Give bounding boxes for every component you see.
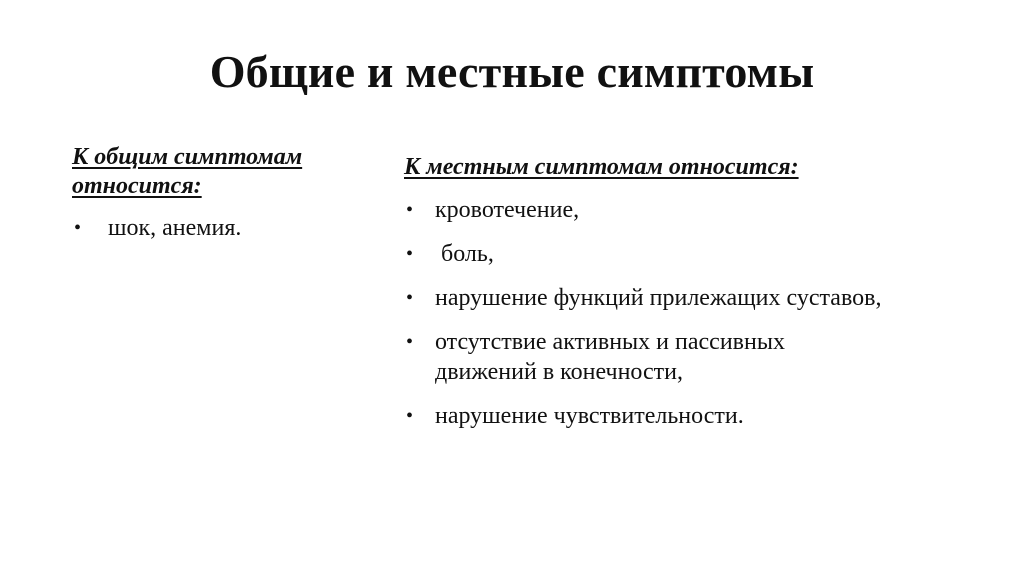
- bullet-icon: •: [406, 199, 414, 221]
- list-item-text: нарушение функций прилежащих суставов,: [435, 285, 882, 311]
- local-symptoms-column: [404, 153, 1014, 445]
- list-item: [404, 327, 875, 387]
- bullet-icon: •: [406, 331, 414, 353]
- bullet-icon: •: [74, 217, 82, 239]
- list-item-text: шок, анемия.: [108, 215, 242, 241]
- list-item: [404, 239, 1014, 269]
- list-item-text: отсутствие активных и пассивных движений в конечности,: [435, 329, 785, 385]
- list-item: [404, 283, 1014, 313]
- bullet-icon: •: [406, 405, 414, 427]
- local-symptoms-list: [404, 195, 1014, 431]
- list-item-text: боль,: [435, 241, 494, 267]
- general-symptoms-heading: К общим симптомам относится:: [72, 144, 303, 199]
- local-symptoms-heading: К местным симптомам относится:: [404, 154, 799, 180]
- list-item: [404, 195, 1014, 225]
- list-item: [72, 213, 362, 243]
- bullet-icon: •: [406, 243, 414, 265]
- list-item-text: кровотечение,: [435, 197, 580, 223]
- general-symptoms-list: [72, 213, 362, 243]
- list-item: [404, 401, 1014, 431]
- list-item-text: нарушение чувствительности.: [435, 403, 744, 429]
- slide-title: Общие и местные симптомы: [209, 46, 815, 97]
- bullet-icon: •: [406, 287, 414, 309]
- general-symptoms-column: [72, 143, 362, 243]
